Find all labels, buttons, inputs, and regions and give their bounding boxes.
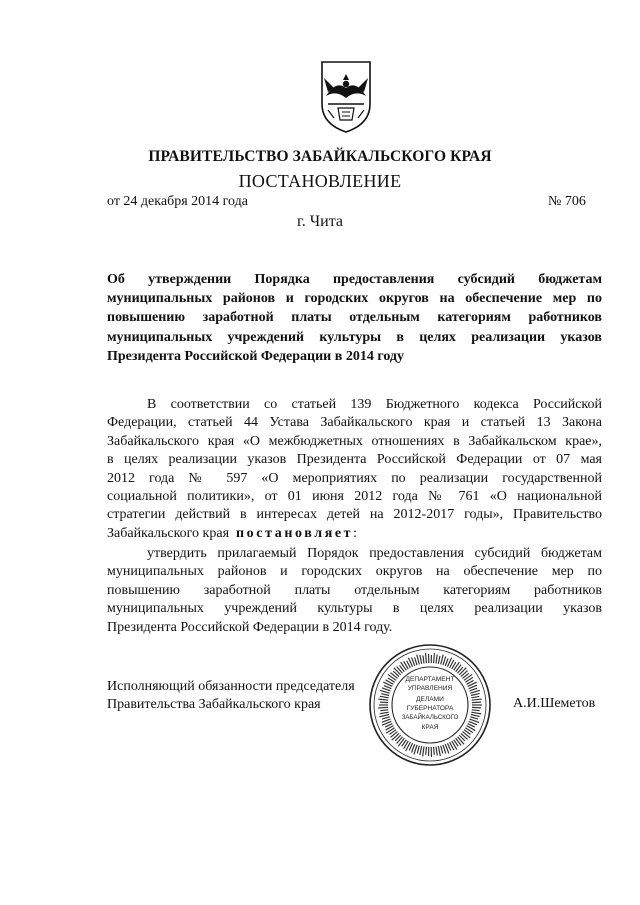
stamp-ring-mark: [380, 696, 389, 698]
stamp-ring-mark: [436, 655, 437, 664]
stamp-ring-mark: [423, 747, 424, 757]
signer-title: [107, 678, 355, 715]
decree-keyword-colon: :: [353, 525, 358, 541]
stamp-ring-mark: [434, 653, 435, 663]
stamp-ring-mark: [380, 710, 388, 711]
paragraph-line-prefix: Забайкальского края: [107, 525, 230, 541]
subject-line: муниципальных районов и городских округов на обеспечение мер по: [107, 291, 602, 307]
stamp-ring-mark: [438, 746, 440, 756]
government-title: ПРАВИТЕЛЬСТВО ЗАБАЙКАЛЬСКОГО КРАЯ: [148, 148, 492, 165]
stamp-ring-mark: [441, 746, 443, 754]
paragraph-line: 2012 года № 597 «О мероприятиях по реализации государственной: [107, 470, 602, 486]
stamp-ring-mark: [426, 653, 427, 663]
stamp-ring-mark: [378, 707, 388, 708]
stamp-text-line: ДЕПАРТАМЕНТ: [405, 676, 455, 683]
document-type: ПОСТАНОВЛЕНИЕ: [238, 171, 402, 191]
stamp-ring-mark: [379, 715, 389, 717]
subject-line: повышению заработной платы отдельным категориям работников: [107, 310, 602, 326]
paragraph-line: в целях реализации указов Президента Российской Федерации от 07 мая: [107, 452, 602, 468]
stamp-text-line: КРАЯ: [421, 724, 439, 731]
document-number: № 706: [548, 194, 586, 209]
official-stamp: [368, 643, 492, 767]
subject-line: Об утверждении Порядка предоставления субсидий бюджетам: [107, 272, 602, 287]
paragraph-line: социальной политики», от 01 июня 2012 года № 761 «О национальной: [107, 489, 602, 505]
stamp-ring-mark: [438, 656, 440, 664]
subject-line: Президента Российской Федерации в 2014 году: [107, 348, 405, 364]
stamp-ring-mark: [423, 656, 424, 664]
paragraph-line: муниципальных учреждений культуры в целях реализации указов: [107, 601, 602, 617]
stamp-text-line: ДЕЛАМИ: [416, 696, 444, 703]
stamp-ring-mark: [443, 745, 446, 754]
stamp-ring-mark: [443, 657, 446, 666]
decree-keyword: постановляет: [236, 525, 354, 541]
stamp-ring-mark: [380, 690, 390, 693]
stamp-ring-mark: [378, 699, 388, 700]
paragraph-line: утвердить прилагаемый Порядок предоставления субсидий бюджетам: [147, 546, 602, 561]
document-subject: [107, 270, 602, 366]
stamp-ring-mark: [420, 746, 422, 755]
stamp-ring-mark: [459, 668, 466, 675]
stamp-ring-mark: [472, 707, 481, 708]
stamp-text-line: ГУБЕРНАТОРА: [406, 705, 454, 712]
stamp-ring-mark: [426, 747, 427, 755]
stamp-ring-mark: [471, 715, 480, 717]
stamp-ring-mark: [380, 712, 389, 714]
paragraph-line: стратегии действий в интересах детей на 2012-2017 годы», Правительство: [107, 507, 602, 523]
stamp-ring-mark: [382, 717, 390, 719]
stamp-ring-mark: [471, 693, 480, 695]
stamp-ring-mark: [394, 668, 401, 675]
stamp-ring-mark: [472, 710, 480, 711]
stamp-ring-mark: [445, 658, 448, 665]
paragraph-line: повышению заработной платы отдельным категориям работников: [107, 582, 602, 598]
stamp-ring-mark: [471, 712, 481, 714]
stamp-ring-mark: [420, 655, 422, 664]
paragraph-line: Президента Российской Федерации в 2014 году.: [107, 619, 393, 635]
coat-of-arms-icon: [316, 58, 376, 134]
stamp-ring-mark: [417, 655, 420, 665]
signer-title-line: Правительства Забайкальского края: [107, 697, 321, 713]
preamble-paragraph: [107, 396, 602, 543]
document-place: г. Чита: [296, 213, 343, 230]
stamp-ring-mark: [470, 717, 478, 719]
paragraph-line: В соответствии со статьей 139 Бюджетного кодекса Российской: [147, 397, 602, 412]
paragraph-line: [107, 525, 602, 543]
stamp-ring-mark: [415, 657, 417, 665]
stamp-ring-mark: [392, 733, 399, 740]
stamp-ring-mark: [436, 747, 437, 756]
stamp-ring-mark: [472, 699, 482, 700]
stamp-ring-mark: [417, 746, 419, 754]
stamp-ring-mark: [458, 737, 465, 745]
signer-name: А.И.Шеметов: [513, 696, 596, 711]
paragraph-line: Федерации, статьей 44 Устава Забайкальского края и статьей 13 Закона: [107, 415, 602, 431]
paragraph-line: муниципальных районов и городских округов на обеспечение мер по: [107, 564, 602, 580]
stamp-ring-mark: [470, 688, 478, 691]
signer-title-line: Исполняющий обязанности председателя: [107, 679, 355, 694]
stamp-ring-mark: [470, 690, 480, 693]
stamp-ring-mark: [381, 694, 389, 696]
stamp-ring-mark: [434, 747, 435, 755]
stamp-ring-mark: [441, 655, 444, 665]
stamp-ring-mark: [398, 738, 404, 746]
resolution-paragraph: [107, 545, 602, 637]
stamp-text-line: ЗАБАЙКАЛЬСКОГО: [401, 714, 459, 721]
stamp-text-line: УПРАВЛЕНИЯ: [407, 685, 453, 692]
document-date: от 24 декабря 2014 года: [107, 194, 248, 209]
paragraph-line: Забайкальского края «О межбюджетных отношениях в Забайкальском крае»,: [107, 433, 602, 449]
stamp-ring-mark: [463, 732, 471, 738]
stamp-ring-mark: [472, 702, 481, 703]
subject-line: муниципальных учреждений культуры в целях реализации указов: [107, 329, 602, 345]
stamp-ring-mark: [471, 696, 479, 697]
